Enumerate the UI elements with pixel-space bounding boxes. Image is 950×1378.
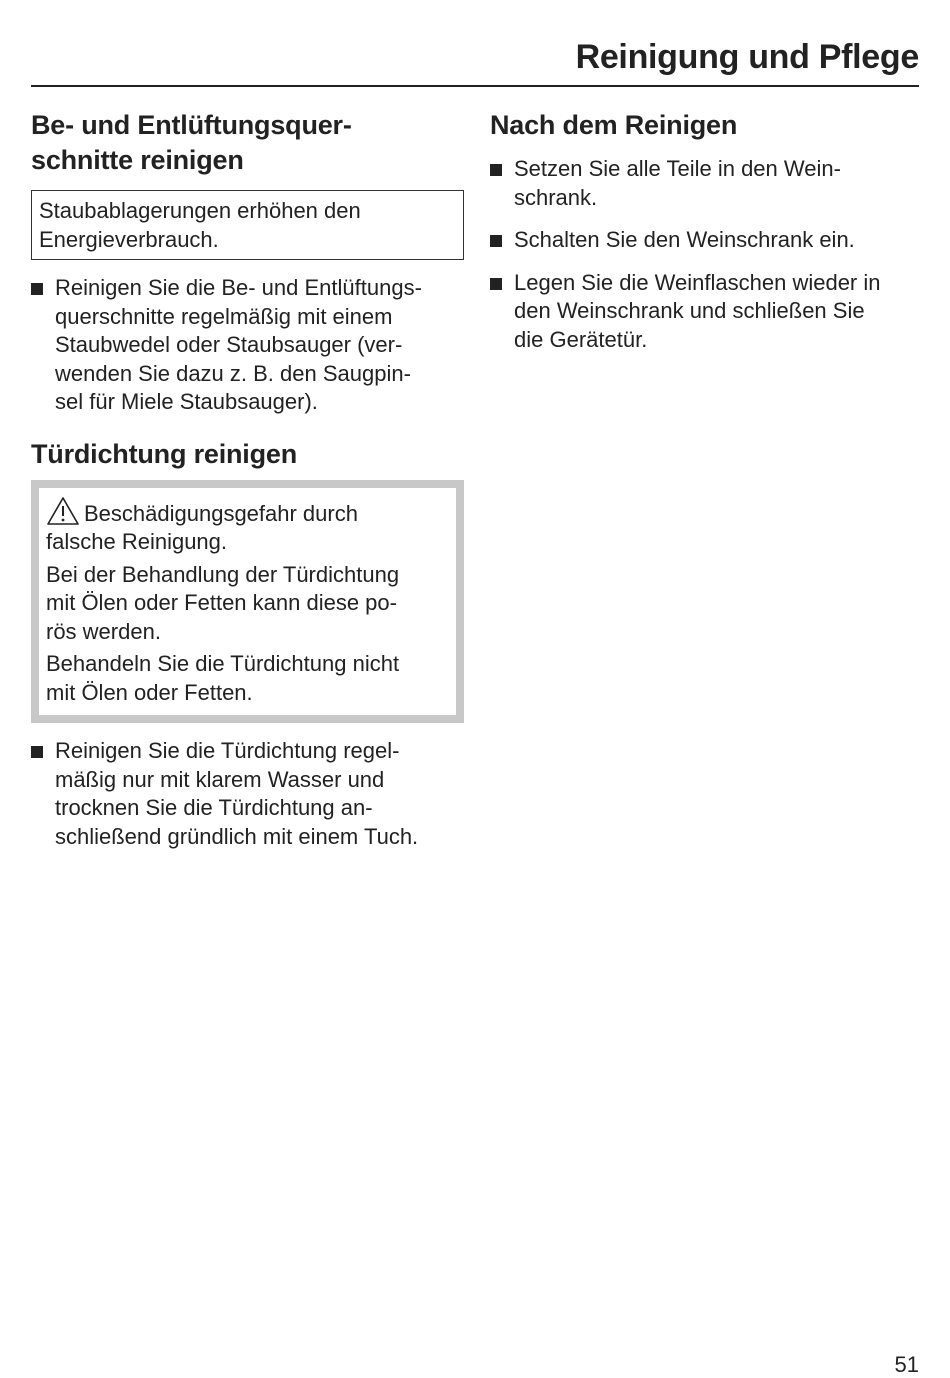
text-line: Behandeln Sie die Türdichtung nicht xyxy=(46,651,400,676)
warning-paragraph xyxy=(46,561,449,647)
bullet-list xyxy=(31,274,464,417)
text-line: Setzen Sie alle Teile in den Wein- xyxy=(514,156,841,181)
text-line: mit Ölen oder Fetten. xyxy=(46,679,253,705)
bullet-square-icon xyxy=(31,746,43,758)
warning-triangle-icon xyxy=(46,496,80,526)
text-line: Reinigen Sie die Türdichtung regel- xyxy=(55,738,400,763)
page-header xyxy=(31,36,919,87)
text-line: die Gerätetür. xyxy=(514,326,648,352)
note-line: Energieverbrauch. xyxy=(39,226,219,252)
section-heading-ventilation xyxy=(31,108,464,178)
bullet-square-icon xyxy=(31,283,43,295)
text-line: Legen Sie die Weinflaschen wieder in xyxy=(514,269,881,295)
page-number: 51 xyxy=(894,1352,919,1377)
text-line: Reinigen Sie die Be- und Entlüftungs- xyxy=(55,275,422,300)
warning-title-line: falsche Reinigung. xyxy=(46,529,228,554)
bullet-list xyxy=(490,155,920,354)
text-line: mit Ölen oder Fetten kann diese po- xyxy=(46,590,397,615)
text-line: Schalten Sie den Weinschrank ein. xyxy=(514,227,855,252)
text-line: wenden Sie dazu z. B. den Saugpin- xyxy=(55,360,411,386)
note-line: Staubablagerungen erhöhen den xyxy=(39,198,361,223)
text-line: schließend gründlich mit einem Tuch. xyxy=(55,823,419,849)
text-line: trocknen Sie die Türdichtung an- xyxy=(55,795,373,820)
list-item xyxy=(31,274,464,417)
text-line: Staubwedel oder Staubsauger (ver- xyxy=(55,332,403,357)
warning-paragraph xyxy=(46,650,449,707)
list-item xyxy=(490,269,920,355)
bullet-square-icon xyxy=(490,235,502,247)
text-line: den Weinschrank und schließen Sie xyxy=(514,298,865,323)
list-item xyxy=(31,737,464,851)
text-line: Bei der Behandlung der Türdichtung xyxy=(46,561,400,587)
text-line: querschnitte regelmäßig mit einem xyxy=(55,303,393,329)
bullet-square-icon xyxy=(490,164,502,176)
bullet-list xyxy=(31,737,464,851)
bullet-square-icon xyxy=(490,278,502,290)
list-item xyxy=(490,155,920,212)
text-line: sel für Miele Staubsauger). xyxy=(55,389,318,414)
page-title: Reinigung und Pflege xyxy=(575,38,919,76)
section-heading-door-seal: Türdichtung reinigen xyxy=(31,438,297,469)
right-column xyxy=(490,108,920,354)
warning-box xyxy=(31,480,464,724)
warning-title-line: Beschädigungsgefahr durch xyxy=(84,500,358,526)
text-line: rös werden. xyxy=(46,618,161,644)
warning-title xyxy=(46,496,449,557)
section-heading-after-cleaning: Nach dem Reinigen xyxy=(490,110,738,140)
heading-line: Be- und Entlüftungsquer- xyxy=(31,110,352,140)
list-item xyxy=(490,226,920,255)
text-line: mäßig nur mit klarem Wasser und xyxy=(55,766,385,792)
text-line: schrank. xyxy=(514,184,598,210)
note-box xyxy=(31,190,464,260)
heading-line: schnitte reinigen xyxy=(31,145,244,175)
left-column xyxy=(31,108,464,851)
